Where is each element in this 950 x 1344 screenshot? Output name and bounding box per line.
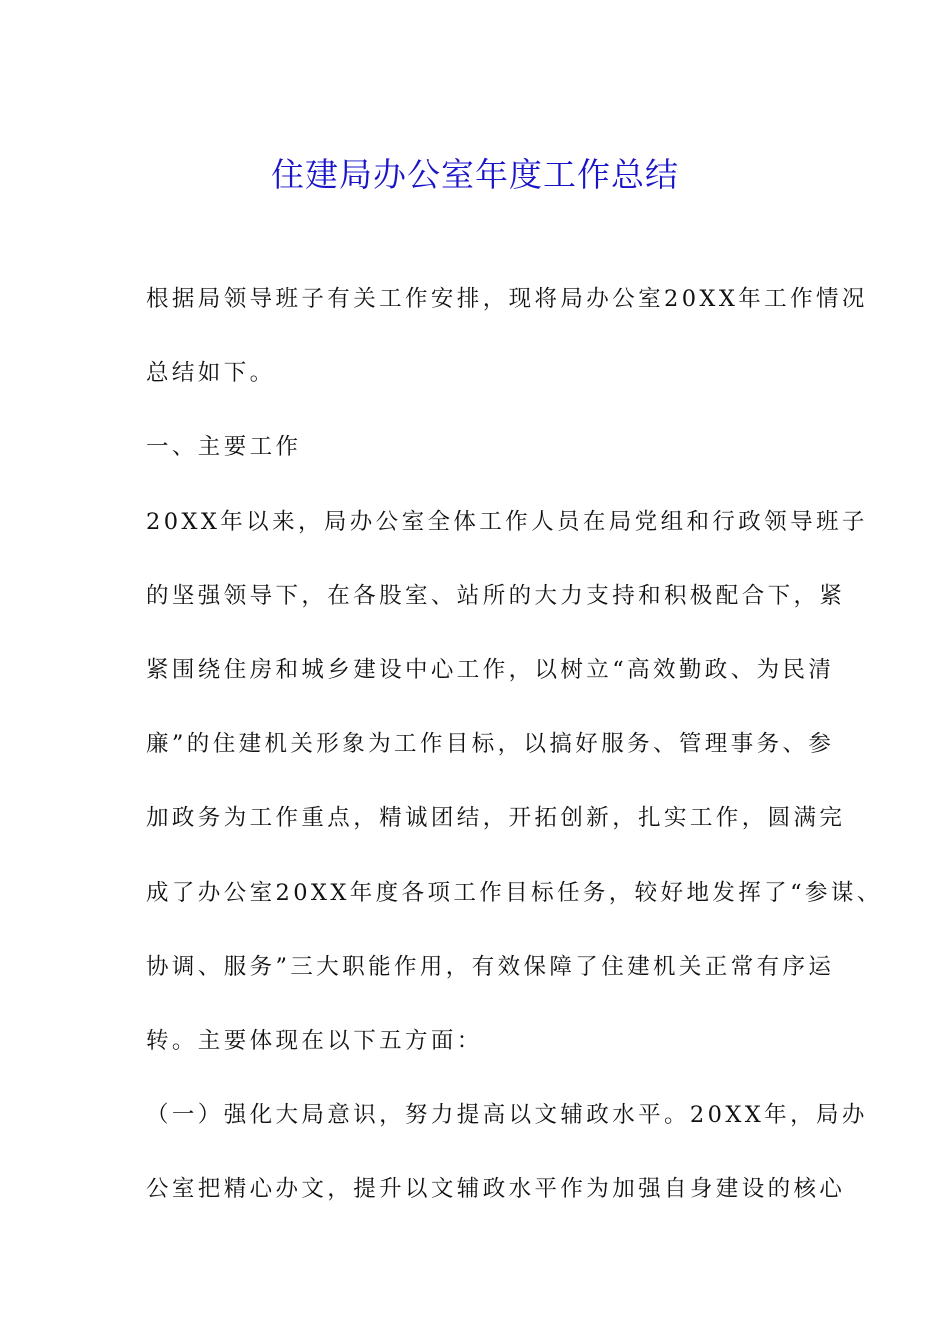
document-body [146,262,883,1226]
section-heading: 一、主要工作 [146,434,302,461]
body-line: 加政务为工作重点，精诚团结，开拓创新，扎实工作，圆满完 [146,805,846,832]
body-line: 成了办公室20XX年度各项工作目标任务，较好地发挥了“参谋、 [146,879,883,906]
body-line: 紧围绕住房和城乡建设中心工作，以树立“高效勤政、为民清 [146,656,835,683]
body-line: 公室把精心办文，提升以文辅政水平作为加强自身建设的核心 [146,1176,846,1203]
body-line: 的坚强领导下，在各股室、站所的大力支持和积极配合下，紧 [146,582,846,609]
body-line: 总结如下。 [146,360,276,387]
subsection-line: （一）强化大局意识，努力提高以文辅政水平。20XX年，局办 [146,1102,868,1129]
body-line: 根据局领导班子有关工作安排，现将局办公室20XX年工作情况 [146,286,868,312]
document-title: 住建局办公室年度工作总结 [271,155,679,195]
body-line: 转。主要体现在以下五方面： [146,1027,483,1054]
body-line: 20XX年以来，局办公室全体工作人员在局党组和行政领导班子 [146,508,868,535]
body-line: 协调、服务”三大职能作用，有效保障了住建机关正常有序运 [146,953,835,980]
body-line: 廉”的住建机关形象为工作目标，以搞好服务、管理事务、参 [146,731,835,758]
